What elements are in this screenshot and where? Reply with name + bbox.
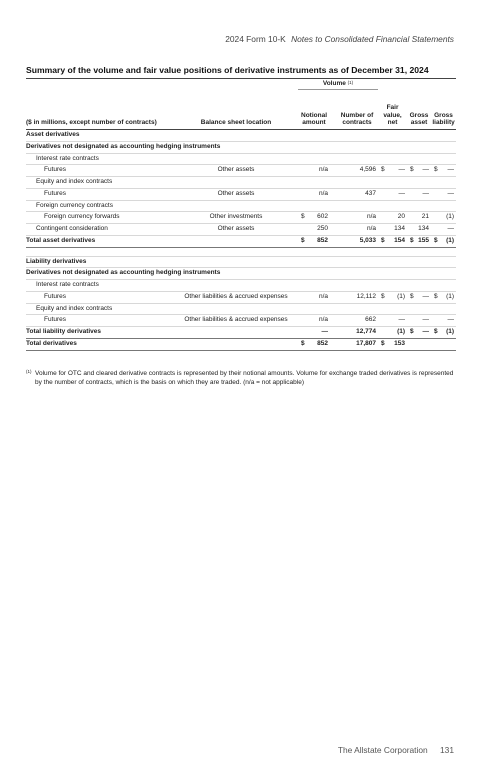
gross-liability <box>440 247 456 256</box>
gross-asset: — <box>416 315 431 327</box>
gross-asset <box>416 141 431 153</box>
notional-amount <box>306 247 330 256</box>
balance-sheet-location: Other liabilities & accrued expenses <box>174 315 298 327</box>
table-row <box>26 327 456 339</box>
fair-value-net <box>387 256 407 268</box>
notional-currency <box>298 280 306 292</box>
gross-asset-currency <box>407 268 416 280</box>
balance-sheet-location: Other assets <box>174 165 298 177</box>
gross-liability: (1) <box>440 291 456 303</box>
gross-liability-currency <box>431 177 440 189</box>
table-row <box>26 303 456 315</box>
table-row <box>26 212 456 224</box>
gross-liability <box>440 153 456 165</box>
gross-liability <box>440 177 456 189</box>
notional-currency <box>298 256 306 268</box>
gross-liability-currency <box>431 130 440 142</box>
number-of-contracts <box>330 303 378 315</box>
gross-asset-currency: $ <box>407 235 416 247</box>
number-of-contracts: 17,807 <box>330 338 378 350</box>
gross-liability-currency <box>431 153 440 165</box>
gross-asset: 155 <box>416 235 431 247</box>
table-row <box>26 338 456 350</box>
row-label: Derivatives not designated as accounting hedging instruments <box>26 268 174 280</box>
gross-liability: (1) <box>440 212 456 224</box>
notional-amount <box>306 153 330 165</box>
balance-sheet-location <box>174 338 298 350</box>
fair-value-net: (1) <box>387 291 407 303</box>
fair-value-net: 134 <box>387 224 407 236</box>
number-of-contracts <box>330 280 378 292</box>
gross-liability-currency <box>431 247 440 256</box>
gross-liability: — <box>440 188 456 200</box>
gross-asset: — <box>416 327 431 339</box>
notional-amount <box>306 256 330 268</box>
table-row <box>26 177 456 189</box>
notional-currency <box>298 165 306 177</box>
gross-liability-currency <box>431 212 440 224</box>
gross-asset-currency: $ <box>407 291 416 303</box>
row-label: Interest rate contracts <box>26 280 174 292</box>
row-label: Total derivatives <box>26 338 174 350</box>
balance-sheet-location: Other investments <box>174 212 298 224</box>
gross-asset <box>416 130 431 142</box>
gross-liability <box>440 338 456 350</box>
notional-currency <box>298 315 306 327</box>
notional-amount <box>306 268 330 280</box>
gross-liability: — <box>440 165 456 177</box>
row-label: Liability derivatives <box>26 256 174 268</box>
notional-amount <box>306 177 330 189</box>
fair-value-net <box>387 153 407 165</box>
gross-asset <box>416 303 431 315</box>
footnote <box>26 369 456 387</box>
balance-sheet-location <box>174 130 298 142</box>
notional-amount: — <box>306 327 330 339</box>
notional-amount: n/a <box>306 291 330 303</box>
gross-asset: 134 <box>416 224 431 236</box>
fair-value-currency <box>378 177 387 189</box>
gross-asset-currency: $ <box>407 165 416 177</box>
number-of-contracts: 5,033 <box>330 235 378 247</box>
gross-asset-currency <box>407 247 416 256</box>
gross-liability <box>440 256 456 268</box>
fair-value-currency <box>378 303 387 315</box>
fair-value-currency <box>378 315 387 327</box>
gross-liability-currency <box>431 256 440 268</box>
row-label: Foreign currency contracts <box>26 200 174 212</box>
fair-value-net: 154 <box>387 235 407 247</box>
notional-amount <box>306 200 330 212</box>
row-label: Futures <box>26 315 174 327</box>
gross-asset <box>416 280 431 292</box>
gross-liability-currency <box>431 268 440 280</box>
header-fair-value: Fair value, net <box>378 90 407 130</box>
gross-asset-currency <box>407 212 416 224</box>
row-label: Futures <box>26 165 174 177</box>
gross-asset-currency: $ <box>407 327 416 339</box>
fair-value-currency <box>378 130 387 142</box>
notional-currency <box>298 327 306 339</box>
fair-value-currency <box>378 212 387 224</box>
gross-liability <box>440 130 456 142</box>
row-label: Futures <box>26 291 174 303</box>
balance-sheet-location <box>174 200 298 212</box>
gross-asset <box>416 247 431 256</box>
gross-asset: — <box>416 165 431 177</box>
page-number: 131 <box>440 745 454 755</box>
number-of-contracts <box>330 256 378 268</box>
gross-asset-currency <box>407 130 416 142</box>
header-location: Balance sheet location <box>174 90 298 130</box>
fair-value-net <box>387 177 407 189</box>
table-row <box>26 315 456 327</box>
number-of-contracts: 4,596 <box>330 165 378 177</box>
fair-value-net: 20 <box>387 212 407 224</box>
gross-liability: — <box>440 224 456 236</box>
fair-value-net <box>387 280 407 292</box>
notional-currency <box>298 153 306 165</box>
number-of-contracts: n/a <box>330 212 378 224</box>
table-body <box>26 130 456 351</box>
gross-liability-currency <box>431 200 440 212</box>
notional-currency <box>298 291 306 303</box>
table-row <box>26 256 456 268</box>
row-label: Equity and index contracts <box>26 177 174 189</box>
fair-value-net <box>387 130 407 142</box>
gross-liability <box>440 141 456 153</box>
page-footer <box>338 745 454 755</box>
notional-currency <box>298 130 306 142</box>
fair-value-currency <box>378 247 387 256</box>
gross-liability <box>440 303 456 315</box>
notional-amount <box>306 141 330 153</box>
fair-value-currency <box>378 280 387 292</box>
balance-sheet-location <box>174 303 298 315</box>
notional-amount: 852 <box>306 338 330 350</box>
page-header <box>225 34 454 44</box>
column-header-row <box>26 90 456 130</box>
header-description: ($ in millions, except number of contracts) <box>26 90 174 130</box>
gross-asset <box>416 338 431 350</box>
fair-value-net <box>387 247 407 256</box>
balance-sheet-location <box>174 280 298 292</box>
fair-value-currency <box>378 188 387 200</box>
number-of-contracts <box>330 200 378 212</box>
gross-liability <box>440 280 456 292</box>
fair-value-currency <box>378 256 387 268</box>
fair-value-currency <box>378 327 387 339</box>
table-row <box>26 291 456 303</box>
fair-value-net <box>387 141 407 153</box>
row-label <box>26 247 174 256</box>
gross-liability: (1) <box>440 235 456 247</box>
gross-asset-currency <box>407 153 416 165</box>
gross-asset: 21 <box>416 212 431 224</box>
row-label: Foreign currency forwards <box>26 212 174 224</box>
footnote-text: Volume for OTC and cleared derivative contracts is represented by their notional amounts. Volume for exchange traded derivatives is represented by the number of contracts, which is the basis on which they are traded. (n/a = not applicable) <box>35 370 454 386</box>
fair-value-net: 153 <box>387 338 407 350</box>
gross-asset-currency <box>407 188 416 200</box>
notional-currency: $ <box>298 338 306 350</box>
fair-value-net: — <box>387 315 407 327</box>
table-row <box>26 268 456 280</box>
fair-value-currency <box>378 268 387 280</box>
notional-currency <box>298 200 306 212</box>
notional-currency <box>298 188 306 200</box>
gross-asset <box>416 200 431 212</box>
balance-sheet-location: Other assets <box>174 188 298 200</box>
number-of-contracts <box>330 130 378 142</box>
notional-currency <box>298 303 306 315</box>
gross-liability-currency <box>431 315 440 327</box>
fair-value-currency: $ <box>378 291 387 303</box>
notional-amount: 250 <box>306 224 330 236</box>
fair-value-net <box>387 268 407 280</box>
fair-value-currency: $ <box>378 338 387 350</box>
notional-currency: $ <box>298 212 306 224</box>
row-label: Derivatives not designated as accounting hedging instruments <box>26 141 174 153</box>
volume-header-row <box>26 78 456 90</box>
document-name: 2024 Form 10-K <box>225 34 286 44</box>
fair-value-currency: $ <box>378 235 387 247</box>
header-gross-asset: Gross asset <box>407 90 431 130</box>
gross-liability-currency: $ <box>431 165 440 177</box>
gross-asset: — <box>416 291 431 303</box>
gross-liability-currency <box>431 280 440 292</box>
footnote-mark: (1) <box>26 369 32 374</box>
table-row <box>26 235 456 247</box>
gross-liability-currency: $ <box>431 291 440 303</box>
fair-value-currency <box>378 141 387 153</box>
number-of-contracts <box>330 153 378 165</box>
fair-value-currency <box>378 224 387 236</box>
notional-amount: 852 <box>306 235 330 247</box>
table-row <box>26 188 456 200</box>
table-row <box>26 280 456 292</box>
fair-value-currency <box>378 200 387 212</box>
gross-asset-currency <box>407 280 416 292</box>
row-label: Interest rate contracts <box>26 153 174 165</box>
balance-sheet-location <box>174 153 298 165</box>
gross-asset: — <box>416 188 431 200</box>
gross-asset-currency <box>407 303 416 315</box>
table-row <box>26 224 456 236</box>
gross-liability-currency <box>431 141 440 153</box>
number-of-contracts: 437 <box>330 188 378 200</box>
notional-currency <box>298 141 306 153</box>
table-row <box>26 141 456 153</box>
fair-value-net: (1) <box>387 327 407 339</box>
balance-sheet-location <box>174 247 298 256</box>
gross-liability-currency: $ <box>431 327 440 339</box>
notional-amount <box>306 130 330 142</box>
gross-asset <box>416 268 431 280</box>
gross-liability-currency <box>431 224 440 236</box>
volume-group-header: Volume $^{(1)}$ <box>298 78 378 90</box>
table-row <box>26 200 456 212</box>
row-label: Asset derivatives <box>26 130 174 142</box>
notional-amount: n/a <box>306 315 330 327</box>
balance-sheet-location <box>174 327 298 339</box>
gross-asset-currency <box>407 315 416 327</box>
company-name: The Allstate Corporation <box>337 745 428 755</box>
number-of-contracts: 662 <box>330 315 378 327</box>
row-label: Futures <box>26 188 174 200</box>
number-of-contracts <box>330 141 378 153</box>
table-row <box>26 130 456 142</box>
table-title: Summary of the volume and fair value positions of derivative instruments as of December 31, 2024 <box>26 65 456 79</box>
row-label: Equity and index contracts <box>26 303 174 315</box>
header-notional: Notional amount <box>298 90 330 130</box>
number-of-contracts: 12,774 <box>330 327 378 339</box>
header-gross-liability: Gross liability <box>431 90 456 130</box>
gross-liability-currency <box>431 338 440 350</box>
balance-sheet-location: Other assets <box>174 224 298 236</box>
table-row <box>26 165 456 177</box>
number-of-contracts <box>330 268 378 280</box>
gross-asset-currency <box>407 200 416 212</box>
gross-liability: (1) <box>440 327 456 339</box>
spacer-row <box>26 247 456 256</box>
notional-currency <box>298 268 306 280</box>
gross-asset-currency <box>407 224 416 236</box>
notional-currency <box>298 177 306 189</box>
balance-sheet-location <box>174 177 298 189</box>
gross-asset <box>416 177 431 189</box>
notional-currency <box>298 247 306 256</box>
row-label: Total liability derivatives <box>26 327 174 339</box>
balance-sheet-location <box>174 256 298 268</box>
header-contracts: Number of contracts <box>330 90 378 130</box>
derivatives-table <box>26 78 456 351</box>
notional-amount <box>306 280 330 292</box>
notional-amount: 602 <box>306 212 330 224</box>
fair-value-net: — <box>387 165 407 177</box>
gross-liability-currency <box>431 303 440 315</box>
notional-currency <box>298 224 306 236</box>
gross-liability <box>440 268 456 280</box>
gross-asset <box>416 256 431 268</box>
fair-value-currency: $ <box>378 165 387 177</box>
balance-sheet-location: Other liabilities & accrued expenses <box>174 291 298 303</box>
gross-asset-currency <box>407 338 416 350</box>
fair-value-net <box>387 200 407 212</box>
gross-asset-currency <box>407 141 416 153</box>
row-label: Total asset derivatives <box>26 235 174 247</box>
notional-amount <box>306 303 330 315</box>
notional-amount: n/a <box>306 188 330 200</box>
gross-liability-currency <box>431 188 440 200</box>
section-name: Notes to Consolidated Financial Statements <box>291 34 454 44</box>
number-of-contracts: 12,112 <box>330 291 378 303</box>
fair-value-currency <box>378 153 387 165</box>
balance-sheet-location <box>174 235 298 247</box>
number-of-contracts: n/a <box>330 224 378 236</box>
table-row <box>26 153 456 165</box>
number-of-contracts <box>330 177 378 189</box>
gross-liability-currency: $ <box>431 235 440 247</box>
gross-asset-currency <box>407 177 416 189</box>
fair-value-net <box>387 303 407 315</box>
gross-liability: — <box>440 315 456 327</box>
number-of-contracts <box>330 247 378 256</box>
notional-currency: $ <box>298 235 306 247</box>
gross-liability <box>440 200 456 212</box>
gross-asset <box>416 153 431 165</box>
row-label: Contingent consideration <box>26 224 174 236</box>
notional-amount: n/a <box>306 165 330 177</box>
gross-asset-currency <box>407 256 416 268</box>
fair-value-net: — <box>387 188 407 200</box>
